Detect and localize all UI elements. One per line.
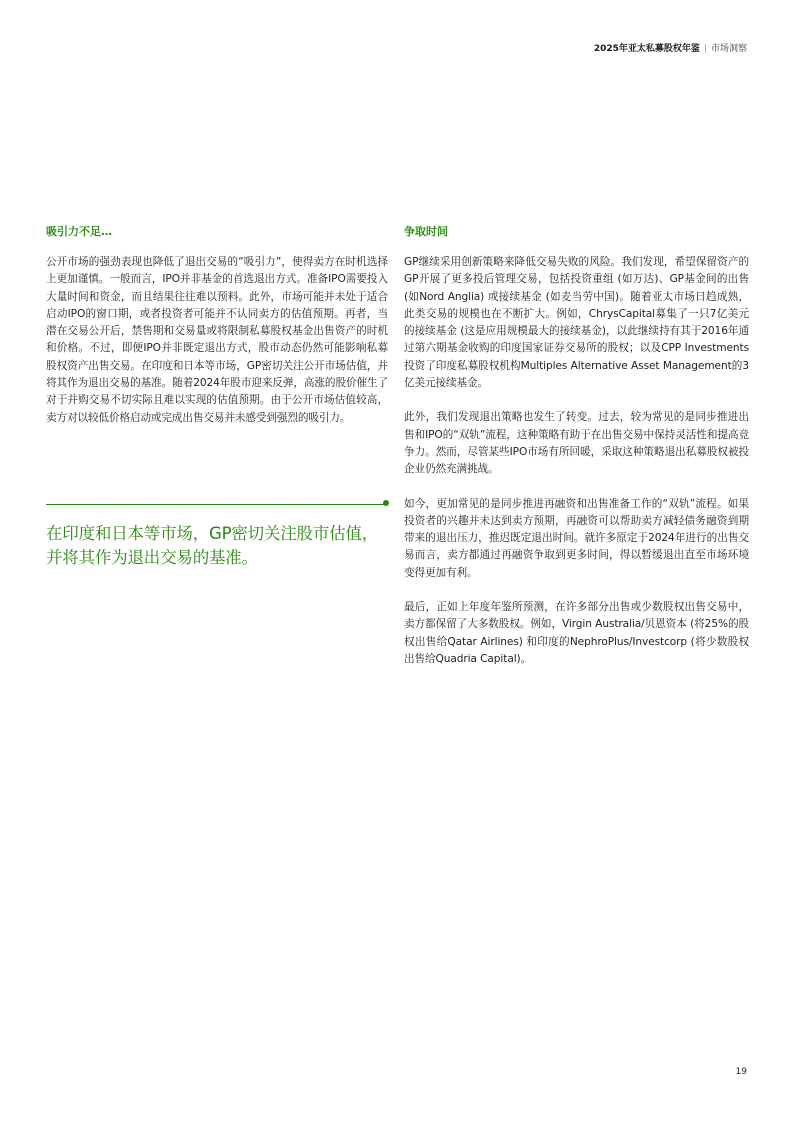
left-column xyxy=(46,224,388,427)
right-column xyxy=(404,224,749,668)
body-paragraph: 最后，正如上年度年鉴所预测，在许多部分出售或少数股权出售交易中，卖方都保留了大多数股权。例如，Virgin Australia/贝恩资本 (将25%的股权出售给Qatar Airlines) 和印度的NephroPlus/Investcorp (将少数股权出售给Quadria Capital)。 xyxy=(404,601,749,665)
body-paragraph: 此外，我们发现退出策略也发生了转变。过去，较为常见的是同步推进出售和IPO的“双轨”流程，这种策略有助于在出售交易中保持灵活性和提高竞争力。然而，尽管某些IPO市场有所回暖，采取这种策略退出私募股权被投企业仍然充满挑战。 xyxy=(404,411,749,476)
pull-quote-divider xyxy=(46,504,384,505)
right-section-heading: 争取时间 xyxy=(404,225,448,238)
section-name: 市场洞察 xyxy=(710,44,747,54)
body-paragraph: GP继续采用创新策略来降低交易失败的风险。我们发现，希望保留资产的GP开展了更多投后管理交易，包括投资重组 (如万达)、GP基金间的出售 (如Nord Anglia) 或接续基金 (如麦当劳中国)。随着亚太市场日趋成熟，此类交易的规模也在不断扩大。例如，ChrysCapital募集了一只7亿美元的接续基金 (这是应用规模最大的接续基金)，以此继续持有其于2016年通过第六期基金收购的印度国家证券交易所的股权；以及CPP Investments投资了印度私募股权机构Multiples Alternative Asset Management的3亿美元接续基金。 xyxy=(404,256,749,390)
header-separator: | xyxy=(703,44,707,54)
pull-quote: 在印度和日本等市场，GP密切关注股市估值，并将其作为退出交易的基准。 xyxy=(46,524,379,567)
page-number: 19 xyxy=(735,1067,747,1077)
page-header xyxy=(594,43,747,55)
divider-dot xyxy=(383,500,389,506)
body-paragraph: 如今，更加常见的是同步推进再融资和出售准备工作的“双轨”流程。如果投资者的兴趣并未达到卖方预期，再融资可以帮助卖方减轻债务融资到期带来的退出压力，推迟既定退出时间。就许多原定于2024年进行的出售交易而言，卖方都通过再融资争取到更多时间，得以暂缓退出直至市场环境变得更加有利。 xyxy=(404,497,749,579)
left-section-heading: 吸引力不足… xyxy=(46,225,112,238)
body-paragraph: 公开市场的强劲表现也降低了退出交易的“吸引力”，使得卖方在时机选择上更加谨慎。一般而言，IPO并非基金的首选退出方式。准备IPO需要投入大量时间和资金，而且结果往往难以预料。此外，市场可能并未处于适合启动IPO的窗口期，或者投资者可能并不认同卖方的估值预期。再者，当潜在交易公开后，禁售期和交易量或将限制私募股权基金出售资产的时机和价格。不过，即便IPO并非既定退出方式，股市动态仍然可能影响私募股权资产出售交易。在印度和日本等市场，GP密切关注公开市场估值，并将其作为退出交易的基准。随着2024年股市迎来反弹，高涨的股价催生了对于并购交易不切实际且难以实现的估值预期。由于公开市场估值较高，卖方对以较低价格启动或完成出售交易并未感受到强烈的吸引力。 xyxy=(46,256,388,424)
report-title: 2025年亚太私募股权年鉴 xyxy=(593,44,700,54)
